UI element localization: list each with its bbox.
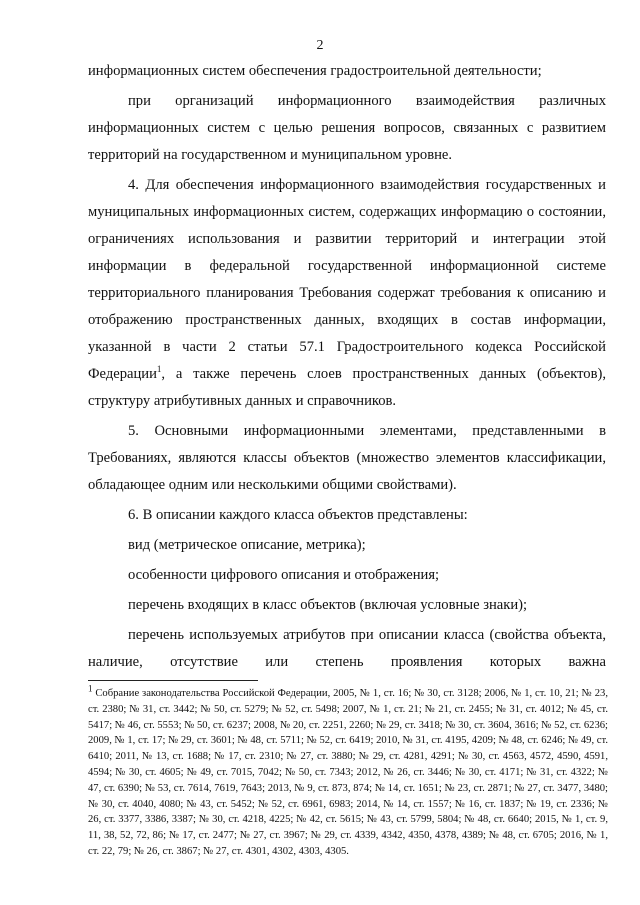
footnote-reference: 1 [156,364,162,375]
list-item-attributes: перечень используемых атрибутов при описании класса (свойства объекта, наличие, отсутствие или степень проявления которых важна [88,627,606,670]
footnote-marker: 1 [88,683,93,694]
page-number: 2 [316,38,324,53]
paragraph-continuation: информационных систем обеспечения градостроительной деятельности; [88,63,542,79]
list-item-type: вид (метрическое описание, метрика); [128,537,366,553]
paragraph-5: 5. Основными информационными элементами, представленными в Требованиях, являются классы объектов (множество элементов классификации, обладающее одним или несколькими общими свойствами). [88,423,606,493]
paragraph-6: 6. В описании каждого класса объектов представлены: [128,507,468,523]
list-item-features: особенности цифрового описания и отображения; [128,567,440,583]
footnote [88,683,608,860]
paragraph-4-text: 4. Для обеспечения информационного взаимодействия государственных и муниципальных информационных систем, содержащих информацию о состоянии, ограничениях использования и развитии территорий и интеграции этой информации в федеральной государственной информационной системе территориального планирования Требования содержат требования к описанию и отображению пространственных данных, входящих в состав информации, указанной в части 2 статьи 57.1 Градостроительного кодекса Российской Федерации [88,177,606,382]
list-item-objects: перечень входящих в класс объектов (включая условные знаки); [128,597,528,613]
footnote-divider [88,680,258,681]
footnote-text: Собрание законодательства Российской Федерации, 2005, № 1, ст. 16; № 30, ст. 3128; 2006, № 1, ст. 10, 21; № 23, ст. 2380; № 31, ст. 3442; № 50, ст. 5279; № 52, ст. 5498; 2007, № 1, ст. 21; № 21, ст. 2455; № 31, ст. 4012; № 45, ст. 5417; № 46, ст. 5553; № 50, ст. 6237; 2008, № 20, ст. 2251, 2260; № 29, ст. 3418; № 30, ст. 3604, 3616; № 52, ст. 6236; 2009, № 1, ст. 17; № 29, ст. 3601; № 48, ст. 5711; № 52, ст. 6419; 2010, № 31, ст. 4195, 4209; № 48, ст. 6246; № 49, ст. 6410; 2011, № 13, ст. 1688; № 17, ст. 2310; № 27, ст. 3880; № 29, ст. 4281, 4291; № 30, ст. 4563, 4572, 4590, 4591, 4594; № 30, ст. 4605; № 49, ст. 7015, 7042; № 50, ст. 7343; 2012, № 26, ст. 3446; № 30, ст. 4171; № 31, ст. 4322; № 47, ст. 6390; № 53, ст. 7614, 7619, 7643; 2013, № 9, ст. 873, 874; № 14, ст. 1651; № 23, ст. 2871; № 27, ст. 3477, 3480; № 30, ст. 4040, 4080; № 43, ст. 5452; № 52, ст. 6961, 6983; 2014, № 14, ст. 1557; № 16, ст. 1837; № 19, ст. 2336; № 26, ст. 3377, 3386, 3387; № 30, ст. 4218, 4225; № 42, ст. 5615; № 43, ст. 5799, 5804; № 48, ст. 6640; 2015, № 1, ст. 9, 11, 38, 52, 72, 86; № 17, ст. 2477; № 27, ст. 3967; № 29, ст. 4339, 4342, 4350, 4378, 4389; № 48, ст. 6705; 2016, № 1, ст. 22, 79; № 26, ст. 3867; № 27, ст. 4301, 4302, 4303, 4305. [88,688,608,857]
paragraph-interaction: при организаций информационного взаимодействия различных информационных систем с целью решения вопросов, связанных с развитием территорий на государственном и муниципальном уровне. [88,93,606,163]
paragraph-4 [88,172,606,415]
paragraph-4-tail: , а также перечень слоев пространственных данных (объектов), структуру атрибутивных данных и справочников. [88,366,606,409]
document-body [88,58,606,676]
